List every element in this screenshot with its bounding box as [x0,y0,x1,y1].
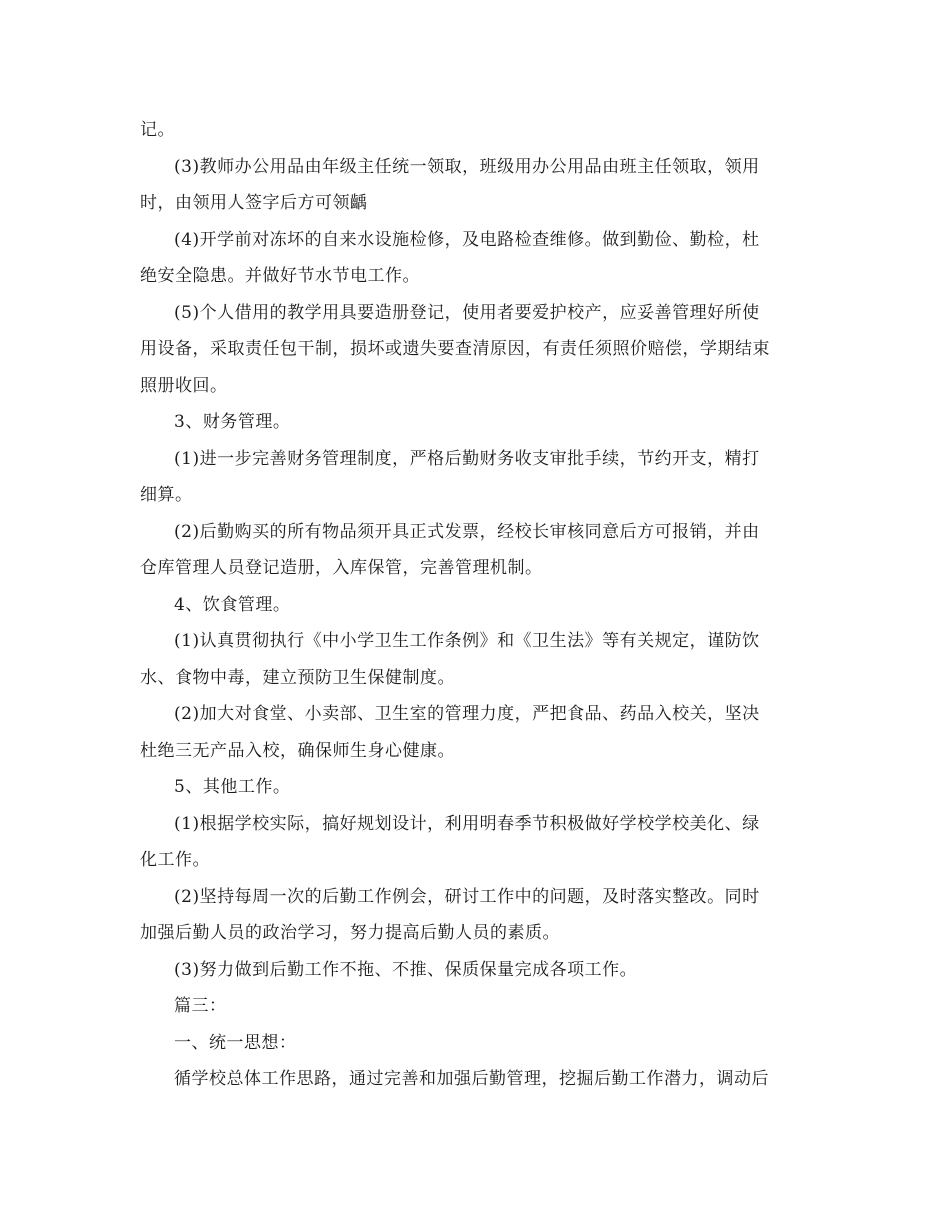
text-line: 细算。 [140,485,193,505]
text-line: 时，由领用人签字后方可领齲 [140,193,368,213]
text-line: 仓库管理人员登记造册，入库保管，完善管理机制。 [140,558,543,578]
text-line: (1)根据学校实际，搞好规划设计，利用明春季节积极做好学校学校美化、绿 [174,813,760,834]
text-line: 水、食物中毒，建立预防卫生保健制度。 [140,667,455,688]
text-line: 照册收回。 [140,375,228,396]
text-line: 3、财务管理。 [174,412,291,432]
document-body [140,112,812,1098]
text-line: 用设备，采取责任包干制，损坏或遗失要查清原因，有责任须照价赔偿，学期结束 [140,339,770,359]
text-line: 加强后勤人员的政治学习，努力提高后勤人员的素质。 [140,923,560,943]
text-line: 5、其他工作。 [174,777,291,797]
text-line: 化工作。 [140,850,210,870]
text-line: 循学校总体工作思路，通过完善和加强后勤管理，挖掘后勤工作潜力，调动后 [174,1069,769,1089]
text-line: (2)后勤购买的所有物品须开具正式发票，经校长审核同意后方可报销，并由 [174,521,760,542]
text-line: (2)坚持每周一次的后勤工作例会，研讨工作中的问题，及时落实整改。同时 [174,886,760,907]
text-line: (4)开学前对冻坏的自来水设施检修，及电路检查维修。做到勤俭、勤检，杜 [174,229,760,250]
text-line: 记。 [140,120,175,140]
text-line: 杜绝三无产品入校，确保师生身心健康。 [140,740,455,761]
text-line: (2)加大对食堂、小卖部、卫生室的管理力度，严把食品、药品入校关，坚决 [174,704,760,724]
text-line: 4、饮食管理。 [174,594,291,615]
text-line: (1)认真贯彻执行《中小学卫生工作条例》和《卫生法》等有关规定，谨防饮 [174,631,760,651]
text-line: (5)个人借用的教学用具要造册登记，使用者要爱护校产，应妥善管理好所使 [174,302,760,323]
text-line: (3)教师办公用品由年级主任统一领取，班级用办公用品由班主任领取，领用 [174,156,760,177]
text-line: (1)进一步完善财务管理制度，严格后勤财务收支审批手续，节约开支，精打 [174,448,760,469]
text-line: 绝安全隐患。并做好节水节电工作。 [140,266,420,286]
text-line: (3)努力做到后勤工作不拖、不推、保质保量完成各项工作。 [174,959,638,980]
text-line: 篇三： [174,996,227,1016]
text-line: 一、统一思想： [174,1032,297,1053]
